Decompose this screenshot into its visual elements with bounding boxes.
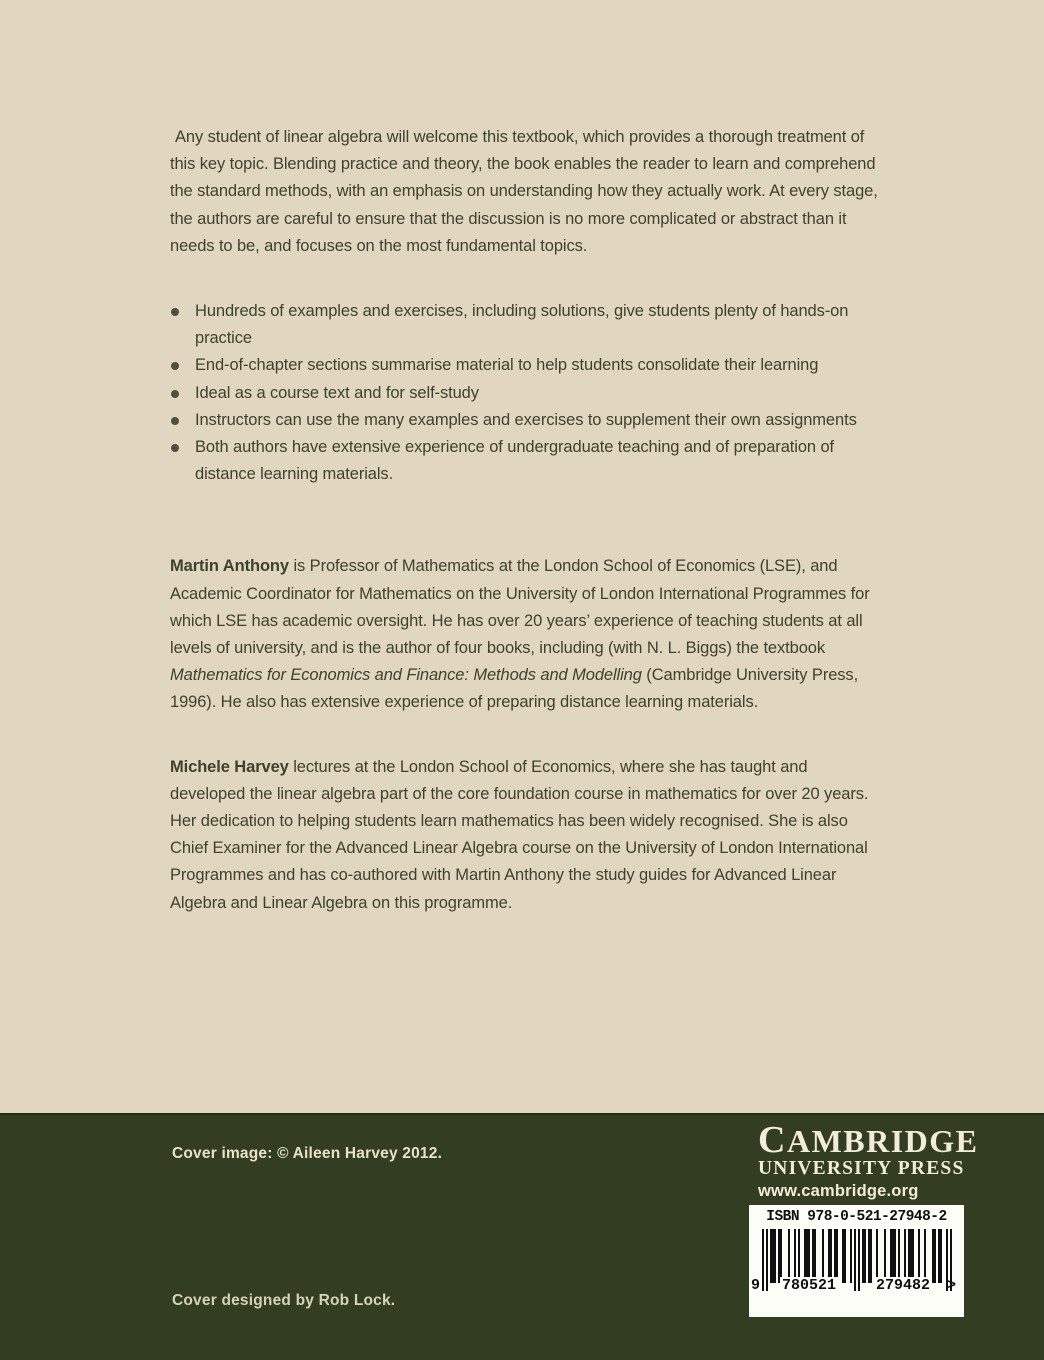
feature-item	[170, 380, 882, 407]
bullet-icon	[171, 362, 179, 370]
cover-design-credit: Cover designed by Rob Lock.	[172, 1292, 396, 1309]
ean-quiet-zone-arrow: >	[947, 1277, 957, 1294]
feature-item-text: End-of-chapter sections summarise material to help students consolidate their learning	[195, 356, 819, 375]
author-name-anthony: Martin Anthony	[170, 557, 289, 576]
feature-item	[170, 407, 882, 434]
feature-item-text: Instructors can use the many examples and exercises to supplement their own assignments	[195, 410, 857, 429]
author-bio-text: lectures at the London School of Economics, where she has taught and developed the linear algebra part of the core foundation course in mathematics for over 20 years. Her dedication to helping students learn mathematics has been widely recognised. She is also Chief Examiner for the Advanced Linear Algebra course on the University of London International Programmes and has co-authored with Martin Anthony the study guides for Advanced Linear Algebra and Linear Algebra on this programme.	[170, 757, 869, 912]
book-title-italic: Mathematics for Economics and Finance: Methods and Modelling	[170, 666, 642, 685]
publisher-logo	[758, 1119, 979, 1202]
feature-item	[170, 352, 882, 379]
feature-item	[170, 434, 882, 488]
feature-bullet-list	[170, 298, 882, 488]
isbn-label: ISBN 978-0-521-27948-2	[766, 1209, 947, 1225]
bullet-icon	[171, 444, 179, 452]
feature-item-text: Hundreds of examples and exercises, including solutions, give students plenty of hands-on practice	[195, 302, 849, 348]
ean-first-digit: 9	[751, 1277, 761, 1294]
feature-item	[170, 298, 882, 352]
book-blurb-paragraph: Any student of linear algebra will welcome this textbook, which provides a thorough treatment of this key topic. Blending practice and theory, the book enables the reader to learn and comprehend the standard methods, with an emphasis on understanding how they actually work. At every stage, the authors are careful to ensure that the discussion is no more complicated or abstract than it needs to be, and focuses on the most fundamental topics.	[170, 128, 878, 255]
author-bio-text: (Cambridge University Press, 1996). He also has extensive experience of preparing distance learning materials.	[170, 666, 859, 712]
publisher-name-line2: UNIVERSITY PRESS	[758, 1158, 965, 1179]
publisher-name-line1: CAMBRIDGE	[758, 1119, 979, 1161]
author-bio-anthony	[170, 553, 882, 716]
bullet-icon	[171, 308, 179, 316]
author-bio-text: is Professor of Mathematics at the London School of Economics (LSE), and Academic Coordinator for Mathematics on the University of London International Programmes for which LSE has academic oversight. He has over 20 years’ experience of teaching students at all levels of university, and is the author of four books, including (with N. L. Biggs) the textbook	[170, 557, 870, 658]
author-bio-harvey	[170, 754, 882, 917]
ean-group2: 279482	[876, 1277, 931, 1294]
feature-item-text: Both authors have extensive experience of undergraduate teaching and of preparation of distance learning materials.	[195, 438, 835, 484]
cover-image-credit: Cover image: © Aileen Harvey 2012.	[172, 1145, 443, 1162]
footer-band	[0, 1113, 1044, 1360]
isbn-barcode-box	[749, 1205, 964, 1317]
author-name-harvey: Michele Harvey	[170, 757, 289, 776]
publisher-website: www.cambridge.org	[758, 1182, 919, 1200]
bullet-icon	[171, 417, 179, 425]
feature-item-text: Ideal as a course text and for self-study	[195, 383, 479, 402]
ean-group1: 780521	[782, 1277, 837, 1294]
bullet-icon	[171, 390, 179, 398]
back-cover-text-column	[170, 0, 882, 917]
